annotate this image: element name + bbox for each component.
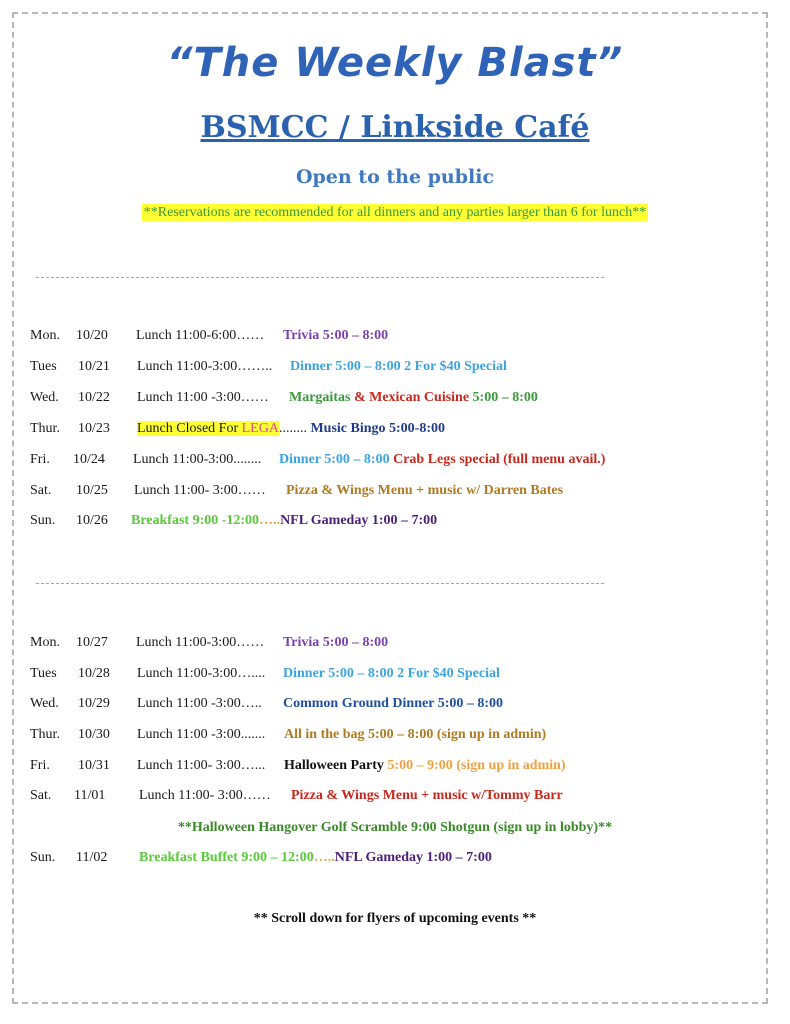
row-date: 11/02 (76, 850, 108, 865)
event-time: 5:00 – 8:00 (437, 696, 504, 711)
schedule-row-wed-1022 (0, 390, 790, 410)
event-pizza-wings: Pizza & Wings Menu + music w/ Darren Bates (286, 483, 564, 498)
schedule-row-tues-1028 (0, 666, 790, 686)
row-lunch: Lunch 11:00-3:00…….. (137, 359, 273, 374)
reservation-notice-text: **Reservations are recommended for all dinners and any parties larger than 6 for lunch** (143, 205, 647, 220)
row-day: Mon. (30, 635, 60, 650)
row-day: Fri. (30, 452, 50, 467)
event-common-ground: Common Ground Dinner (283, 696, 438, 711)
lega-text: LEGA (241, 421, 279, 436)
schedule-row-tues-1021 (0, 359, 790, 379)
event-margaritas: Margaitas (289, 390, 354, 405)
page-title: “The Weekly Blast” (166, 40, 624, 86)
row-events (279, 452, 605, 468)
row-day: Thur. (30, 421, 60, 436)
row-events (284, 758, 566, 774)
row-day: Wed. (30, 696, 59, 711)
row-date: 11/01 (74, 788, 106, 803)
row-day: Thur. (30, 727, 60, 742)
schedule-row-sat-1101 (0, 788, 790, 808)
row-date: 10/29 (78, 696, 110, 711)
open-to-public-text: Open to the public (295, 166, 495, 188)
row-lunch: Lunch 11:00- 3:00…… (134, 483, 266, 498)
row-event-trivia: Trivia 5:00 – 8:00 (283, 328, 389, 343)
row-day: Sat. (30, 483, 52, 498)
row-date: 10/23 (78, 421, 110, 436)
schedule-row-fri-1024 (0, 452, 790, 472)
reservation-notice (0, 205, 790, 221)
event-all-in-the-bag: All in the bag 5:00 – 8:00 (sign up in admin) (284, 727, 547, 742)
schedule-row-sun-1026 (0, 513, 790, 533)
schedule-row-mon-1027 (0, 635, 790, 655)
row-date: 10/28 (78, 666, 110, 681)
dots: ….. (313, 850, 335, 865)
event-nfl-gameday: NFL Gameday 1:00 – 7:00 (334, 850, 492, 865)
event-mexican-cuisine: & Mexican Cuisine (353, 390, 473, 405)
event-crab-legs: Crab Legs special (full menu avail.) (389, 452, 606, 467)
row-lunch: Lunch 11:00-3:00…… (136, 635, 265, 650)
row-date: 10/25 (76, 483, 108, 498)
lunch-closed-text: Lunch Closed For (137, 421, 242, 436)
event-halloween-party: Halloween Party (284, 758, 388, 773)
row-event-dinner-special: Dinner 5:00 – 8:00 2 For $40 Special (290, 359, 507, 374)
row-day: Sat. (30, 788, 52, 803)
row-day: Sun. (30, 513, 56, 528)
row-day: Fri. (30, 758, 50, 773)
row-day: Wed. (30, 390, 59, 405)
event-dinner-special: Dinner 5:00 – 8:00 2 For $40 Special (283, 666, 500, 681)
row-lunch: Lunch 11:00 -3:00….. (137, 696, 262, 711)
row-day: Tues (30, 359, 57, 374)
row-lunch: Lunch 11:00-3:00….... (137, 666, 266, 681)
row-date: 10/24 (73, 452, 105, 467)
event-music-bingo: Music Bingo 5:00-8:00 (310, 421, 445, 436)
row-date: 10/21 (78, 359, 110, 374)
row-date: 10/27 (76, 635, 108, 650)
event-trivia: Trivia 5:00 – 8:00 (283, 635, 389, 650)
row-date: 10/22 (78, 390, 110, 405)
row-lunch: Lunch 11:00- 3:00…... (137, 758, 266, 773)
row-date: 10/26 (76, 513, 108, 528)
dots: ….. (259, 513, 281, 528)
schedule-row-thur-1023 (0, 421, 790, 441)
divider-2 (36, 583, 604, 584)
row-lunch: Lunch 11:00- 3:00…… (139, 788, 271, 803)
event-nfl-gameday: NFL Gameday 1:00 – 7:00 (280, 513, 438, 528)
row-lunch: Lunch 11:00-3:00........ (133, 452, 262, 467)
row-events (289, 390, 538, 406)
row-date: 10/30 (78, 727, 110, 742)
event-time: 5:00 – 9:00 (sign up in admin) (387, 758, 566, 773)
schedule-row-sat-1025 (0, 483, 790, 503)
row-day: Sun. (30, 850, 56, 865)
schedule-row-mon-1020 (0, 328, 790, 348)
event-breakfast: Breakfast 9:00 -12:00 (131, 513, 260, 528)
row-lunch: Lunch 11:00 -3:00…… (137, 390, 269, 405)
schedule-row-thur-1030 (0, 727, 790, 747)
row-date: 10/20 (76, 328, 108, 343)
divider-1 (36, 277, 604, 278)
event-dinner: Dinner 5:00 – 8:00 (279, 452, 390, 467)
schedule-row-fri-1031 (0, 758, 790, 778)
row-events (137, 421, 445, 437)
event-breakfast-buffet: Breakfast Buffet 9:00 – 12:00 (139, 850, 314, 865)
dots: ........ (278, 421, 311, 436)
scroll-down-note: ** Scroll down for flyers of upcoming events ** (253, 911, 537, 926)
row-day: Tues (30, 666, 57, 681)
row-lunch: Lunch 11:00 -3:00....... (137, 727, 266, 742)
row-day: Mon. (30, 328, 60, 343)
schedule-row-sun-1102 (0, 850, 790, 870)
row-date: 10/31 (78, 758, 110, 773)
row-events (131, 513, 437, 529)
golf-scramble-notice: **Halloween Hangover Golf Scramble 9:00 Shotgun (sign up in lobby)** (177, 820, 613, 835)
event-time: 5:00 – 8:00 (472, 390, 538, 405)
venue-name: BSMCC / Linkside Café (200, 110, 590, 145)
row-events (139, 850, 492, 866)
schedule-row-wed-1029 (0, 696, 790, 716)
row-events (283, 696, 503, 712)
event-pizza-wings: Pizza & Wings Menu + music w/Tommy Barr (291, 788, 563, 803)
row-lunch: Lunch 11:00-6:00…… (136, 328, 265, 343)
